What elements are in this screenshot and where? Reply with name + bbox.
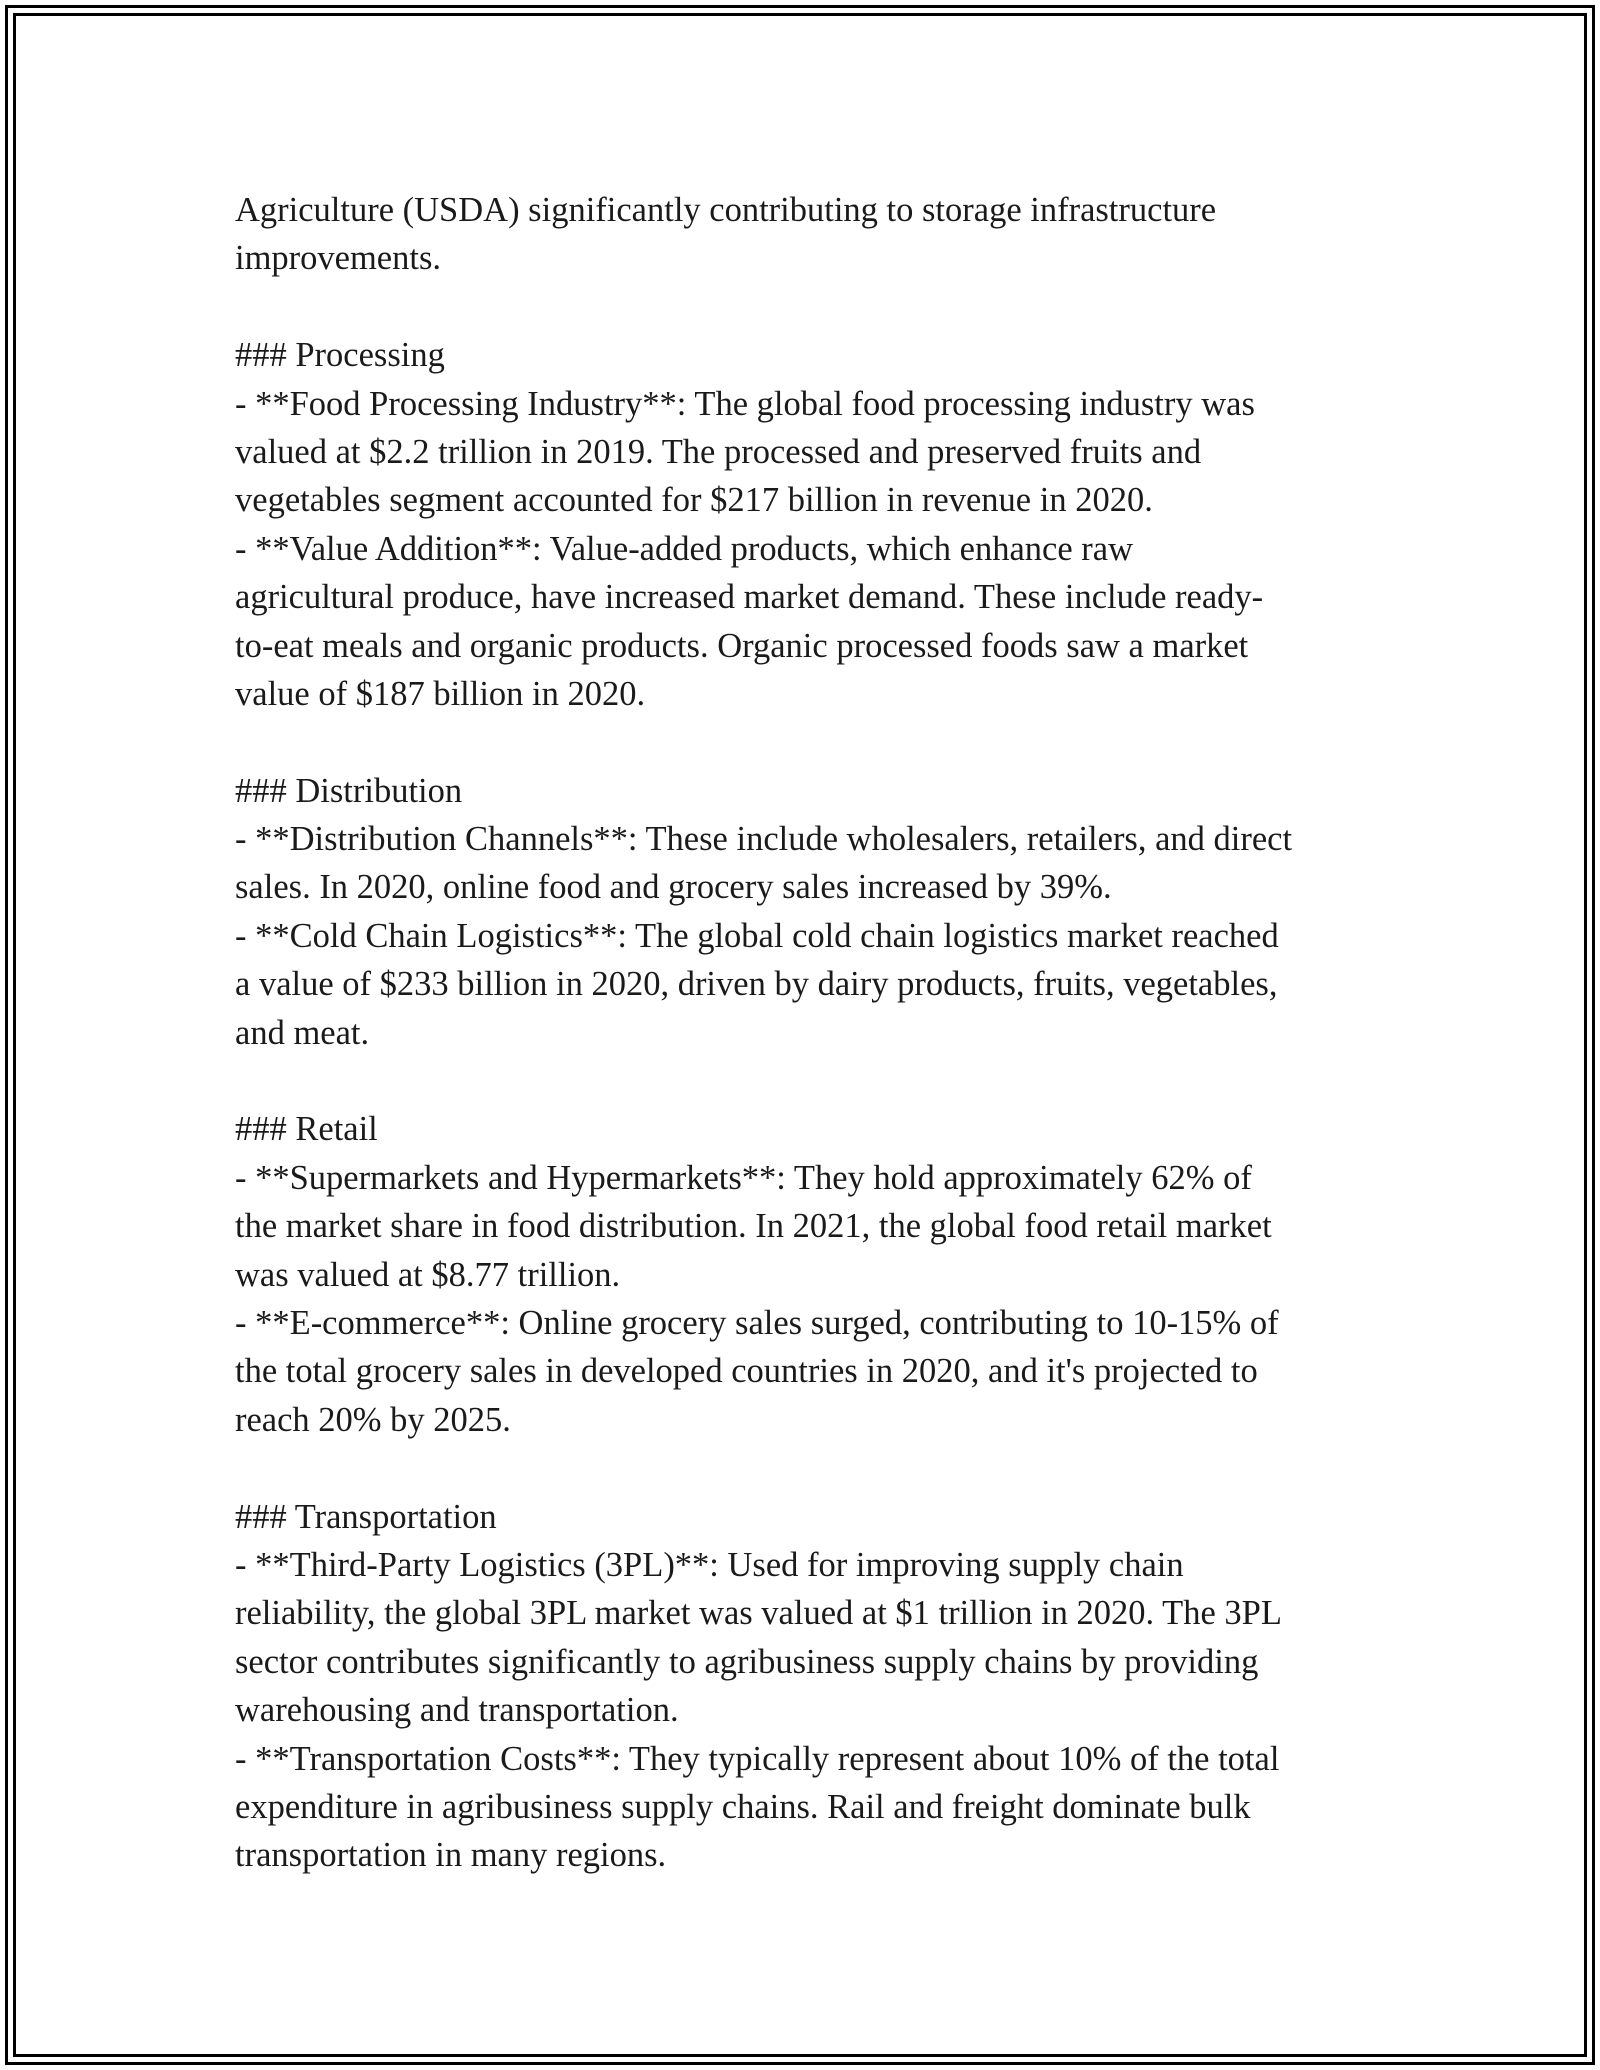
body-line: vegetables segment accounted for $217 billion in revenue in 2020.: [235, 481, 1153, 520]
body-line: - **E-commerce**: Online grocery sales surged, contributing to 10-15% of: [235, 1303, 1279, 1342]
body-line: expenditure in agribusiness supply chains. Rail and freight dominate bulk: [235, 1787, 1251, 1826]
body-line: sales. In 2020, online food and grocery sales increased by 39%.: [235, 868, 1112, 907]
body-line: - **Value Addition**: Value-added products, which enhance raw: [235, 529, 1134, 568]
intro-line: Agriculture (USDA) significantly contributing to storage infrastructure: [235, 191, 1217, 229]
paragraph-spacer: [235, 283, 1375, 331]
body-line: sector contributes significantly to agribusiness supply chains by providing: [235, 1642, 1259, 1681]
section-heading-distribution: ### Distribution: [235, 771, 463, 810]
body-line: - **Supermarkets and Hypermarkets**: They hold approximately 62% of: [235, 1158, 1252, 1197]
body-line: a value of $233 billion in 2020, driven by dairy products, fruits, vegetables,: [235, 965, 1278, 1004]
intro-line: improvements.: [235, 239, 442, 278]
body-line: - **Cold Chain Logistics**: The global cold chain logistics market reached: [235, 916, 1279, 955]
document-body: [235, 186, 1375, 1880]
body-line: to-eat meals and organic products. Organic processed foods saw a market: [235, 626, 1249, 665]
section-heading-transportation: ### Transportation: [235, 1497, 497, 1536]
body-line: - **Distribution Channels**: These include wholesalers, retailers, and direct: [235, 820, 1293, 859]
body-line: valued at $2.2 trillion in 2019. The processed and preserved fruits and: [235, 432, 1202, 471]
body-line: value of $187 billion in 2020.: [235, 674, 646, 713]
body-line: agricultural produce, have increased market demand. These include ready-: [235, 578, 1264, 617]
body-line: transportation in many regions.: [235, 1836, 667, 1875]
body-line: and meat.: [235, 1013, 370, 1052]
body-line: was valued at $8.77 trillion.: [235, 1255, 621, 1294]
paragraph-spacer: [235, 718, 1375, 766]
body-line: - **Transportation Costs**: They typically represent about 10% of the total: [235, 1739, 1280, 1778]
body-line: - **Third-Party Logistics (3PL)**: Used for improving supply chain: [235, 1545, 1184, 1584]
body-line: warehousing and transportation.: [235, 1691, 679, 1730]
paragraph-spacer: [235, 1444, 1375, 1492]
section-heading-processing: ### Processing: [235, 336, 445, 375]
body-line: reliability, the global 3PL market was valued at $1 trillion in 2020. The 3PL: [235, 1594, 1282, 1633]
body-line: the total grocery sales in developed countries in 2020, and it's projected to: [235, 1352, 1258, 1391]
section-heading-retail: ### Retail: [235, 1110, 378, 1149]
body-line: reach 20% by 2025.: [235, 1400, 511, 1439]
body-line: the market share in food distribution. In 2021, the global food retail market: [235, 1207, 1272, 1246]
paragraph-spacer: [235, 1057, 1375, 1105]
body-line: - **Food Processing Industry**: The global food processing industry was: [235, 384, 1255, 423]
